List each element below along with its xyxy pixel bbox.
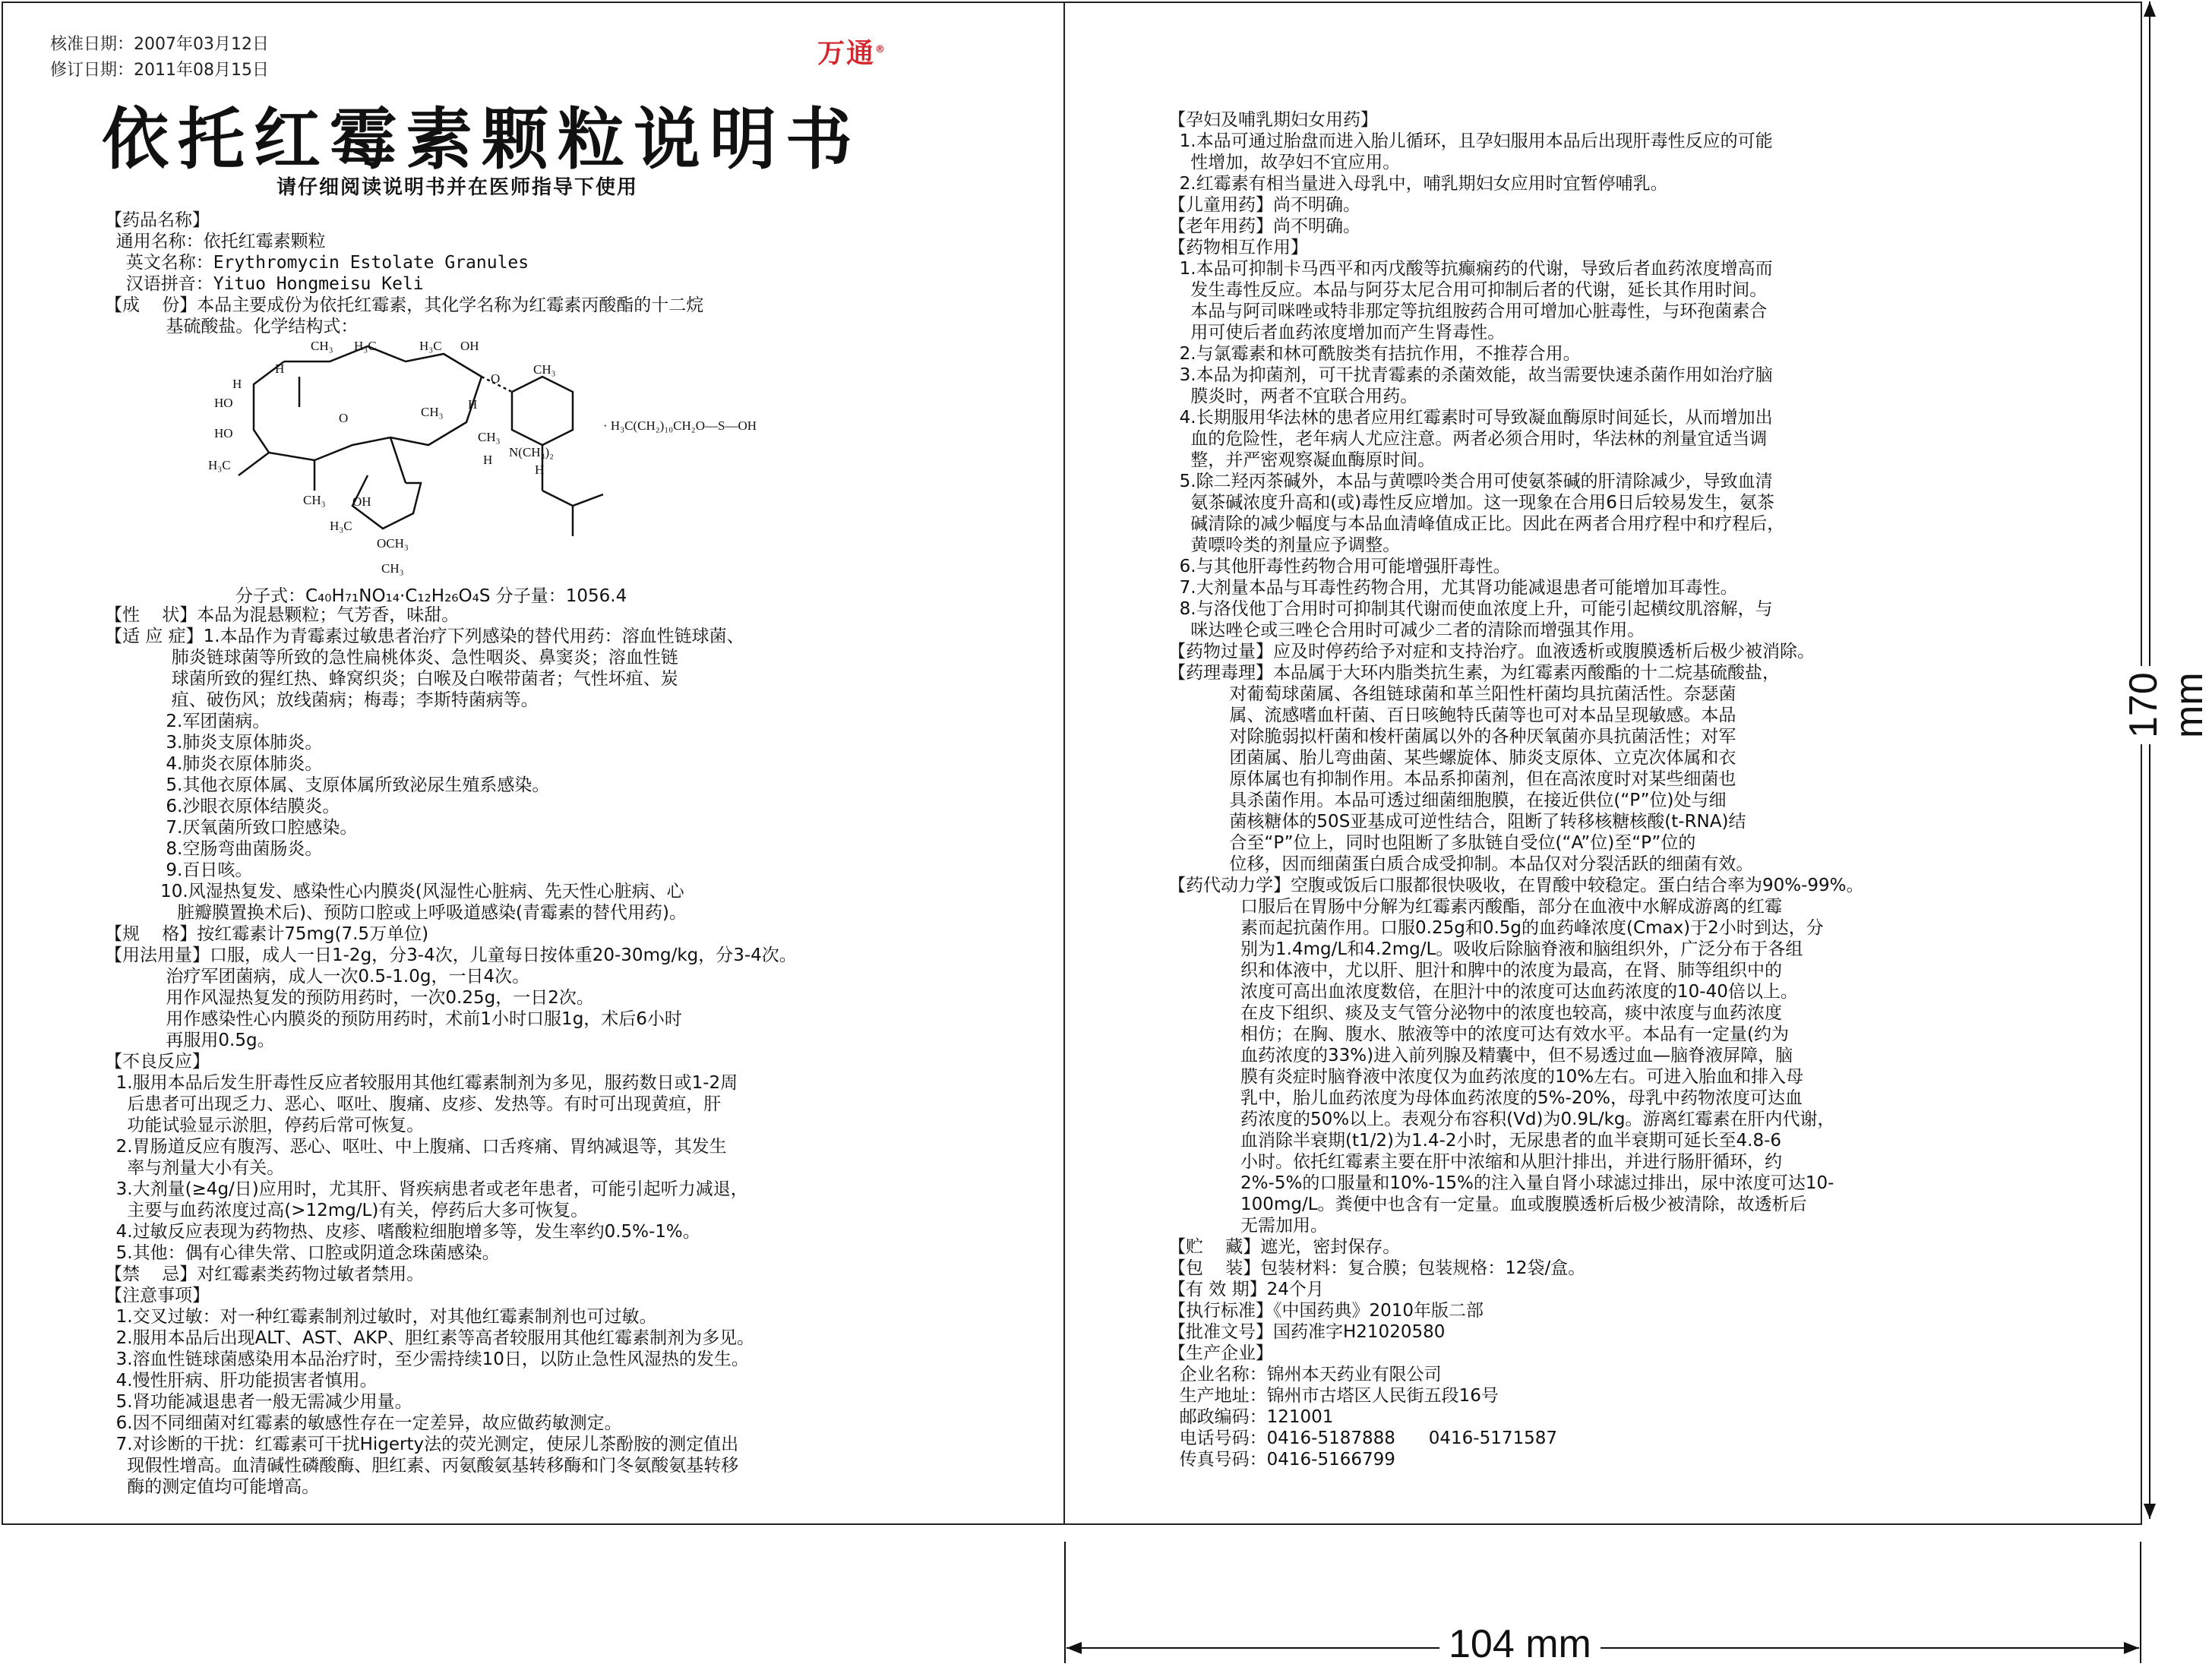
- text-line: 【老年用药】尚不明确。: [1168, 216, 1360, 236]
- label: H: [535, 462, 545, 477]
- text-line: 4.肺炎衣原体肺炎。: [105, 754, 323, 774]
- text-line: 现假性增高。血清碱性磷酸酶、胆红素、丙氨酸氨基转移酶和门冬氨酸氨基转移: [105, 1456, 739, 1476]
- text-line: 本品与阿司咪唑或特非那定等抗组胺药合用可增加心脏毒性，与环孢菌素合: [1168, 301, 1768, 321]
- text-line: 9.百日咳。: [105, 860, 253, 880]
- text-line: 用可使后者血药浓度增加而产生肾毒性。: [1168, 323, 1506, 343]
- label: CH₃: [533, 362, 556, 377]
- text-line: 100mg/L。粪便中也含有一定量。血或腹膜透析后极少被清除，故透析后: [1168, 1195, 1807, 1214]
- text-line: 咪达唑仑或三唑仑合用时可减少二者的清除而增强其作用。: [1168, 620, 1645, 640]
- text-line: 球菌所致的猩红热、蜂窝织炎；白喉及白喉带菌者；气性坏疽、炭: [105, 669, 678, 689]
- label: HO: [214, 396, 233, 410]
- text-line: 相仿；在胸、腹水、脓液等中的浓度可达有效水平。本品有一定量(约为: [1168, 1024, 1790, 1044]
- label: OH: [352, 494, 371, 509]
- text-line: 邮政编码：121001: [1168, 1407, 1334, 1427]
- text-line: 整，并严密观察凝血酶原时间。: [1168, 450, 1436, 470]
- text-line: 膜有炎症时脑脊液中浓度仅为血药浓度的10%左右。可进入胎血和排入母: [1168, 1067, 1804, 1087]
- text-line: 药浓度的50%以上。表观分布容积(Vd)为0.9L/kg。游离红霉素在肝内代谢，: [1168, 1110, 1835, 1129]
- text-line: 3.肺炎支原体肺炎。: [105, 733, 323, 753]
- text-line: 素而起抗菌作用。口服0.25g和0.5g的血药峰浓度(Cmax)于2小时到达，分: [1168, 918, 1824, 938]
- text-line: 【批准文号】国药准字H21020580: [1168, 1322, 1446, 1342]
- text-line: 性增加，故孕妇不宜应用。: [1168, 153, 1401, 172]
- label: H: [232, 377, 242, 391]
- text-line: 1.服用本品后发生肝毒性反应者较服用其他红霉素制剂为多见，服药数日或1-2周: [105, 1073, 738, 1093]
- text-line: 位移，因而细菌蛋白质合成受抑制。本品仅对分裂活跃的细菌有效。: [1168, 854, 1754, 874]
- text-line: 无需加用。: [1168, 1216, 1329, 1236]
- propionyl-chain: [542, 491, 603, 506]
- label: N(CH₃)₂: [509, 445, 555, 459]
- text-line: 1.本品可抑制卡马西平和丙戊酸等抗癫痫药的代谢，导致后者血药浓度增高而: [1168, 259, 1773, 279]
- label: CH₃: [381, 561, 404, 576]
- text-line: 合至“P”位上，同时也阻断了多肽链自受位(“A”位)至“P”位的: [1168, 833, 1696, 853]
- text-line: 5.除二羟丙茶碱外，本品与黄嘌呤类合用可使氨茶碱的肝清除减少，导致血清: [1168, 472, 1773, 491]
- text-line: 4.慢性肝病、肝功能损害者慎用。: [105, 1371, 378, 1391]
- text-line: 【生产企业】: [1168, 1343, 1273, 1363]
- bond: [239, 453, 269, 475]
- text-line: 功能试验显示淤胆，停药后常可恢复。: [105, 1116, 425, 1135]
- width-dimension-line: [1063, 1542, 2144, 1663]
- text-line: 血药浓度的33%)进入前列腺及精囊中，但不易透过血—脑脊液屏障，脑: [1168, 1046, 1793, 1065]
- text-line: 6.因不同细菌对红霉素的敏感性存在一定差异，故应做药敏测定。: [105, 1413, 622, 1433]
- label: HO: [214, 426, 233, 440]
- text-line: 【不良反应】: [105, 1052, 210, 1072]
- text-line: 具杀菌作用。本品可透过细菌细胞膜，在接近供位(“P”位)处与细: [1168, 791, 1727, 810]
- text-line: 【有 效 期】24个月: [1168, 1280, 1324, 1299]
- text-line: 用作风湿热复发的预防用药时，一次0.25g，一日2次。: [105, 988, 594, 1008]
- approval-date: 核准日期：2007年03月12日: [50, 35, 269, 54]
- text-line: 对除脆弱拟杆菌和梭杆菌属以外的各种厌氧菌亦具抗菌活性；对军: [1168, 727, 1736, 747]
- label: H: [483, 453, 493, 467]
- label: · H₃C(CH₂)₁₀CH₂O—S—OH: [603, 418, 757, 433]
- text-line: 【性 状】本品为混悬颗粒；气芳香，味甜。: [105, 605, 460, 625]
- label: CH₃: [478, 430, 501, 444]
- text-line: 8.空肠弯曲菌肠炎。: [105, 839, 323, 859]
- text-line: 碱清除的减少幅度与本品血清峰值成正比。因此在两者合用疗程中和疗程后，: [1168, 514, 1785, 534]
- text-line: 电话号码：0416-5187888 0416-5171587: [1168, 1428, 1558, 1448]
- brand-name: 万通: [817, 38, 876, 69]
- text-line: 生产地址：锦州市古塔区人民街五段16号: [1168, 1386, 1499, 1406]
- text-line: 5.其他衣原体属、支原体属所致泌尿生殖系感染。: [105, 775, 550, 795]
- text-line: 3.溶血性链球菌感染用本品治疗时，至少需持续10日，以防止急性风湿热的发生。: [105, 1350, 749, 1369]
- text-line: 1.交叉过敏：对一种红霉素制剂过敏时，对其他红霉素制剂也可过敏。: [105, 1307, 657, 1327]
- text-line: 【孕妇及哺乳期妇女用药】: [1168, 110, 1378, 130]
- text-line: 酶的测定值均可能增高。: [105, 1477, 320, 1497]
- text-line: 【儿童用药】尚不明确。: [1168, 195, 1360, 215]
- text-line: 通用名称：依托红霉素颗粒: [105, 232, 326, 251]
- text-line: 【执行标准】《中国药典》2010年版二部: [1168, 1301, 1484, 1321]
- text-line: 2%-5%的口服量和10%-15%的注入量自肾小球滤过排出，尿中浓度可达10-: [1168, 1173, 1834, 1193]
- text-line: 【药品名称】: [105, 210, 210, 230]
- text-line: 率与剂量大小有关。: [105, 1158, 285, 1178]
- text-line: 膜炎时，两者不宜联合用药。: [1168, 387, 1418, 406]
- text-line: 5.肾功能减退患者一般无需减少用量。: [105, 1392, 412, 1412]
- revision-date: 修订日期：2011年08月15日: [50, 61, 269, 80]
- text-line: 【药物相互作用】: [1168, 238, 1308, 257]
- left-bottom-text: [105, 605, 797, 1498]
- text-line: 7.对诊断的干扰：红霉素可干扰Higerty法的荧光测定，使尿儿茶酚胺的测定值出: [105, 1435, 739, 1454]
- text-line: 【贮 藏】遮光，密封保存。: [1168, 1237, 1401, 1257]
- text-line: 3.大剂量(≥4g/日)应用时，尤其肝、肾疾病患者或老年患者，可能引起听力减退，: [105, 1179, 748, 1199]
- text-line: 【适 应 症】1.本品作为青霉素过敏患者治疗下列感染的替代用药：溶血性链球菌、: [105, 627, 744, 646]
- text-line: 再服用0.5g。: [105, 1031, 275, 1050]
- text-line: 在皮下组织、痰及支气管分泌物中的浓度也较高，痰中浓度与血药浓度: [1168, 1003, 1783, 1023]
- text-line: 2.红霉素有相当量进入母乳中，哺乳期妇女应用时宜暂停哺乳。: [1168, 174, 1668, 194]
- macrolide-ring-bottom: [254, 361, 482, 460]
- height-label: 170 mm: [2121, 666, 2212, 744]
- text-line: 4.长期服用华法林的患者应用红霉素时可导致凝血酶原时间延长，从而增加出: [1168, 408, 1773, 428]
- text-line: 2.军团菌病。: [105, 712, 270, 731]
- bond: [390, 437, 406, 483]
- text-line: 血消除半衰期(t1/2)为1.4-2小时，无尿患者的血半衰期可延长至4.8-6: [1168, 1131, 1782, 1151]
- text-line: 基硫酸盐。化学结构式：: [105, 317, 359, 336]
- height-dimension-line: [2127, 0, 2172, 1526]
- text-line: 7.大剂量本品与耳毒性药物合用，尤其肾功能减退患者可能增加耳毒性。: [1168, 578, 1738, 598]
- registered-mark: ®: [875, 44, 887, 55]
- text-line: 口服后在胃肠中分解为红霉素丙酸酯，部分在血液中水解成游离的红霉: [1168, 897, 1783, 917]
- text-line: 肺炎链球菌等所致的急性扁桃体炎、急性咽炎、鼻窦炎；溶血性链: [105, 648, 678, 668]
- text-line: 7.厌氧菌所致口腔感染。: [105, 818, 358, 838]
- text-line: 5.其他：偶有心律失常、口腔或阴道念珠菌感染。: [105, 1243, 500, 1263]
- text-line: 2.胃肠道反应有腹泻、恶心、呕吐、中上腹痛、口舌疼痛、胃纳减退等，其发生: [105, 1137, 727, 1157]
- text-line: 【药理毒理】本品属于大环内脂类抗生素，为红霉素丙酸酯的十二烷基硫酸盐，: [1168, 663, 1780, 683]
- text-line: 1.本品可通过胎盘而进入胎儿循环，且孕妇服用本品后出现肝毒性反应的可能: [1168, 131, 1773, 151]
- text-line: 后患者可出现乏力、恶心、呕吐、腹痛、皮疹、发热等。有时可出现黄疸，肝: [105, 1094, 722, 1114]
- text-line: 别为1.4mg/L和4.2mg/L。吸收后除脑脊液和脑组织外，广泛分布于各组: [1168, 939, 1803, 959]
- label: CH₃: [421, 405, 444, 419]
- text-line: 传真号码：0416-5166799: [1168, 1450, 1395, 1470]
- text-line: 【禁 忌】对红霉素类药物过敏者禁用。: [105, 1264, 425, 1284]
- brand-logo: [817, 32, 886, 71]
- chemical-structure-diagram: [178, 331, 839, 580]
- leaflet-right-page: [1063, 2, 2142, 1525]
- label: H₃C: [354, 339, 377, 353]
- document-subtitle: 请仔细阅读说明书并在医师指导下使用: [276, 176, 639, 199]
- text-line: 3.本品为抑菌剂，可干扰青霉素的杀菌效能，故当需要快速杀菌作用如治疗脑: [1168, 365, 1773, 385]
- label: CH₃: [303, 493, 326, 507]
- text-line: 脏瓣膜置换术后)、预防口腔或上呼吸道感染(青霉素的替代用药)。: [105, 903, 687, 923]
- text-line: 疽、破伤风；放线菌病；梅毒；李斯特菌病等。: [105, 690, 539, 710]
- text-line: 【规 格】按红霉素计75mg(7.5万单位): [105, 924, 429, 944]
- header-dates: [50, 32, 269, 84]
- text-line: 【药代动力学】空腹或饭后口服都很快吸收，在胃酸中较稳定。蛋白结合率为90%-99%。: [1168, 876, 1864, 895]
- label: H₃C: [419, 339, 442, 353]
- label: H: [468, 397, 478, 412]
- text-line: 8.与洛伐他丁合用时可抑制其代谢而使血浓度上升，可能引起横纹肌溶解，与: [1168, 599, 1773, 619]
- text-line: 治疗军团菌病，成人一次0.5-1.0g，一日4次。: [105, 967, 530, 987]
- text-line: 10.风湿热复发、感染性心内膜炎(风湿性心脏病、先天性心脏病、心: [105, 882, 684, 901]
- text-line: 4.过敏反应表现为药物热、皮疹、嗜酸粒细胞增多等，发生率约0.5%-1%。: [105, 1222, 700, 1242]
- text-line: 【包 装】包装材料：复合膜；包装规格：12袋/盒。: [1168, 1258, 1586, 1278]
- label: O: [491, 371, 501, 386]
- text-line: 团菌属、胎儿弯曲菌、某些螺旋体、肺炎支原体、立克次体属和衣: [1168, 748, 1736, 768]
- label: OCH₃: [377, 536, 409, 551]
- text-line: 【用法用量】口服，成人一日1-2g，分3-4次，儿童每日按体重20-30mg/kg，分3-4次。: [105, 945, 797, 965]
- sugar-ring-desosamine: [512, 377, 573, 445]
- text-line: 血的危险性，老年病人尤应注意。两者必须合用时，华法林的剂量宜适当调: [1168, 429, 1768, 449]
- text-line: 氨茶碱浓度升高和(或)毒性反应增加。这一现象在合用6日后较易发生，氨茶: [1168, 493, 1774, 513]
- text-line: 浓度可高出血浓度数倍，在胆汁中的浓度可达血药浓度的10-40倍以上。: [1168, 982, 1798, 1002]
- label: CH₃: [311, 339, 333, 353]
- label: H: [275, 361, 285, 376]
- text-line: 黄嘌呤类的剂量应予调整。: [1168, 535, 1401, 555]
- text-line: 属、流感嗜血杆菌、百日咳鲍特氏菌等也可对本品呈现敏感。本品: [1168, 706, 1736, 725]
- right-text: [1168, 109, 1864, 1470]
- label: O: [339, 411, 349, 425]
- text-line: 乳中，胎儿血药浓度为母体血药浓度的5%-20%，母乳中药物浓度可达血: [1168, 1088, 1803, 1108]
- left-top-text: [105, 210, 703, 337]
- text-line: 6.与其他肝毒性药物合用可能增强肝毒性。: [1168, 557, 1511, 576]
- text-line: 对葡萄球菌属、各组链球菌和革兰阳性杆菌均具抗菌活性。奈瑟菌: [1168, 684, 1736, 704]
- text-line: 【药物过量】应及时停药给予对症和支持治疗。血液透析或腹膜透析后极少被消除。: [1168, 642, 1815, 661]
- width-label: 104 mm: [1439, 1621, 1601, 1667]
- label: OH: [460, 339, 479, 353]
- text-line: 【注意事项】: [105, 1286, 210, 1305]
- text-line: 小时。依托红霉素主要在肝中浓缩和从胆汁排出，并进行肠肝循环，约: [1168, 1152, 1783, 1172]
- text-line: 汉语拼音：Yituo Hongmeisu Keli: [105, 274, 424, 294]
- text-line: 2.与氯霉素和林可酰胺类有拮抗作用，不推荐合用。: [1168, 344, 1581, 364]
- text-line: 6.沙眼衣原体结膜炎。: [105, 797, 340, 816]
- text-line: 菌核糖体的50S亚基成可逆性结合，阻断了转移核糖核酸(t-RNA)结: [1168, 812, 1746, 832]
- text-line: 发生毒性反应。本品与阿芬太尼合用可抑制后者的代谢，延长其作用时间。: [1168, 280, 1768, 300]
- text-line: 2.服用本品后出现ALT、AST、AKP、胆红素等高者较服用其他红霉素制剂为多见。: [105, 1328, 755, 1348]
- text-line: 【成 份】本品主要成份为依托红霉素，其化学名称为红霉素丙酸酯的十二烷: [105, 295, 704, 315]
- text-line: 原体属也有抑制作用。本品系抑菌剂，但在高浓度时对某些细菌也: [1168, 769, 1736, 789]
- text-line: 织和体液中，尤以肝、胆汁和脾中的浓度为最高，在肾、肺等组织中的: [1168, 961, 1783, 980]
- text-line: 用作感染性心内膜炎的预防用药时，术前1小时口服1g，术后6小时: [105, 1009, 682, 1029]
- text-line: 企业名称：锦州本天药业有限公司: [1168, 1365, 1442, 1384]
- text-line: 主要与血药浓度过高(>12mg/L)有关，停药后大多可恢复。: [105, 1201, 589, 1220]
- label: H₃C: [208, 458, 231, 472]
- document-title: 依托红霉素颗粒说明书: [102, 99, 862, 178]
- molecular-formula: 分子式：C₄₀H₇₁NO₁₄·C₁₂H₂₆O₄S 分子量：1056.4: [235, 586, 627, 606]
- label: H₃C: [330, 519, 352, 533]
- text-line: 英文名称：Erythromycin Estolate Granules: [105, 253, 529, 273]
- leaflet-left-page: [2, 2, 1065, 1525]
